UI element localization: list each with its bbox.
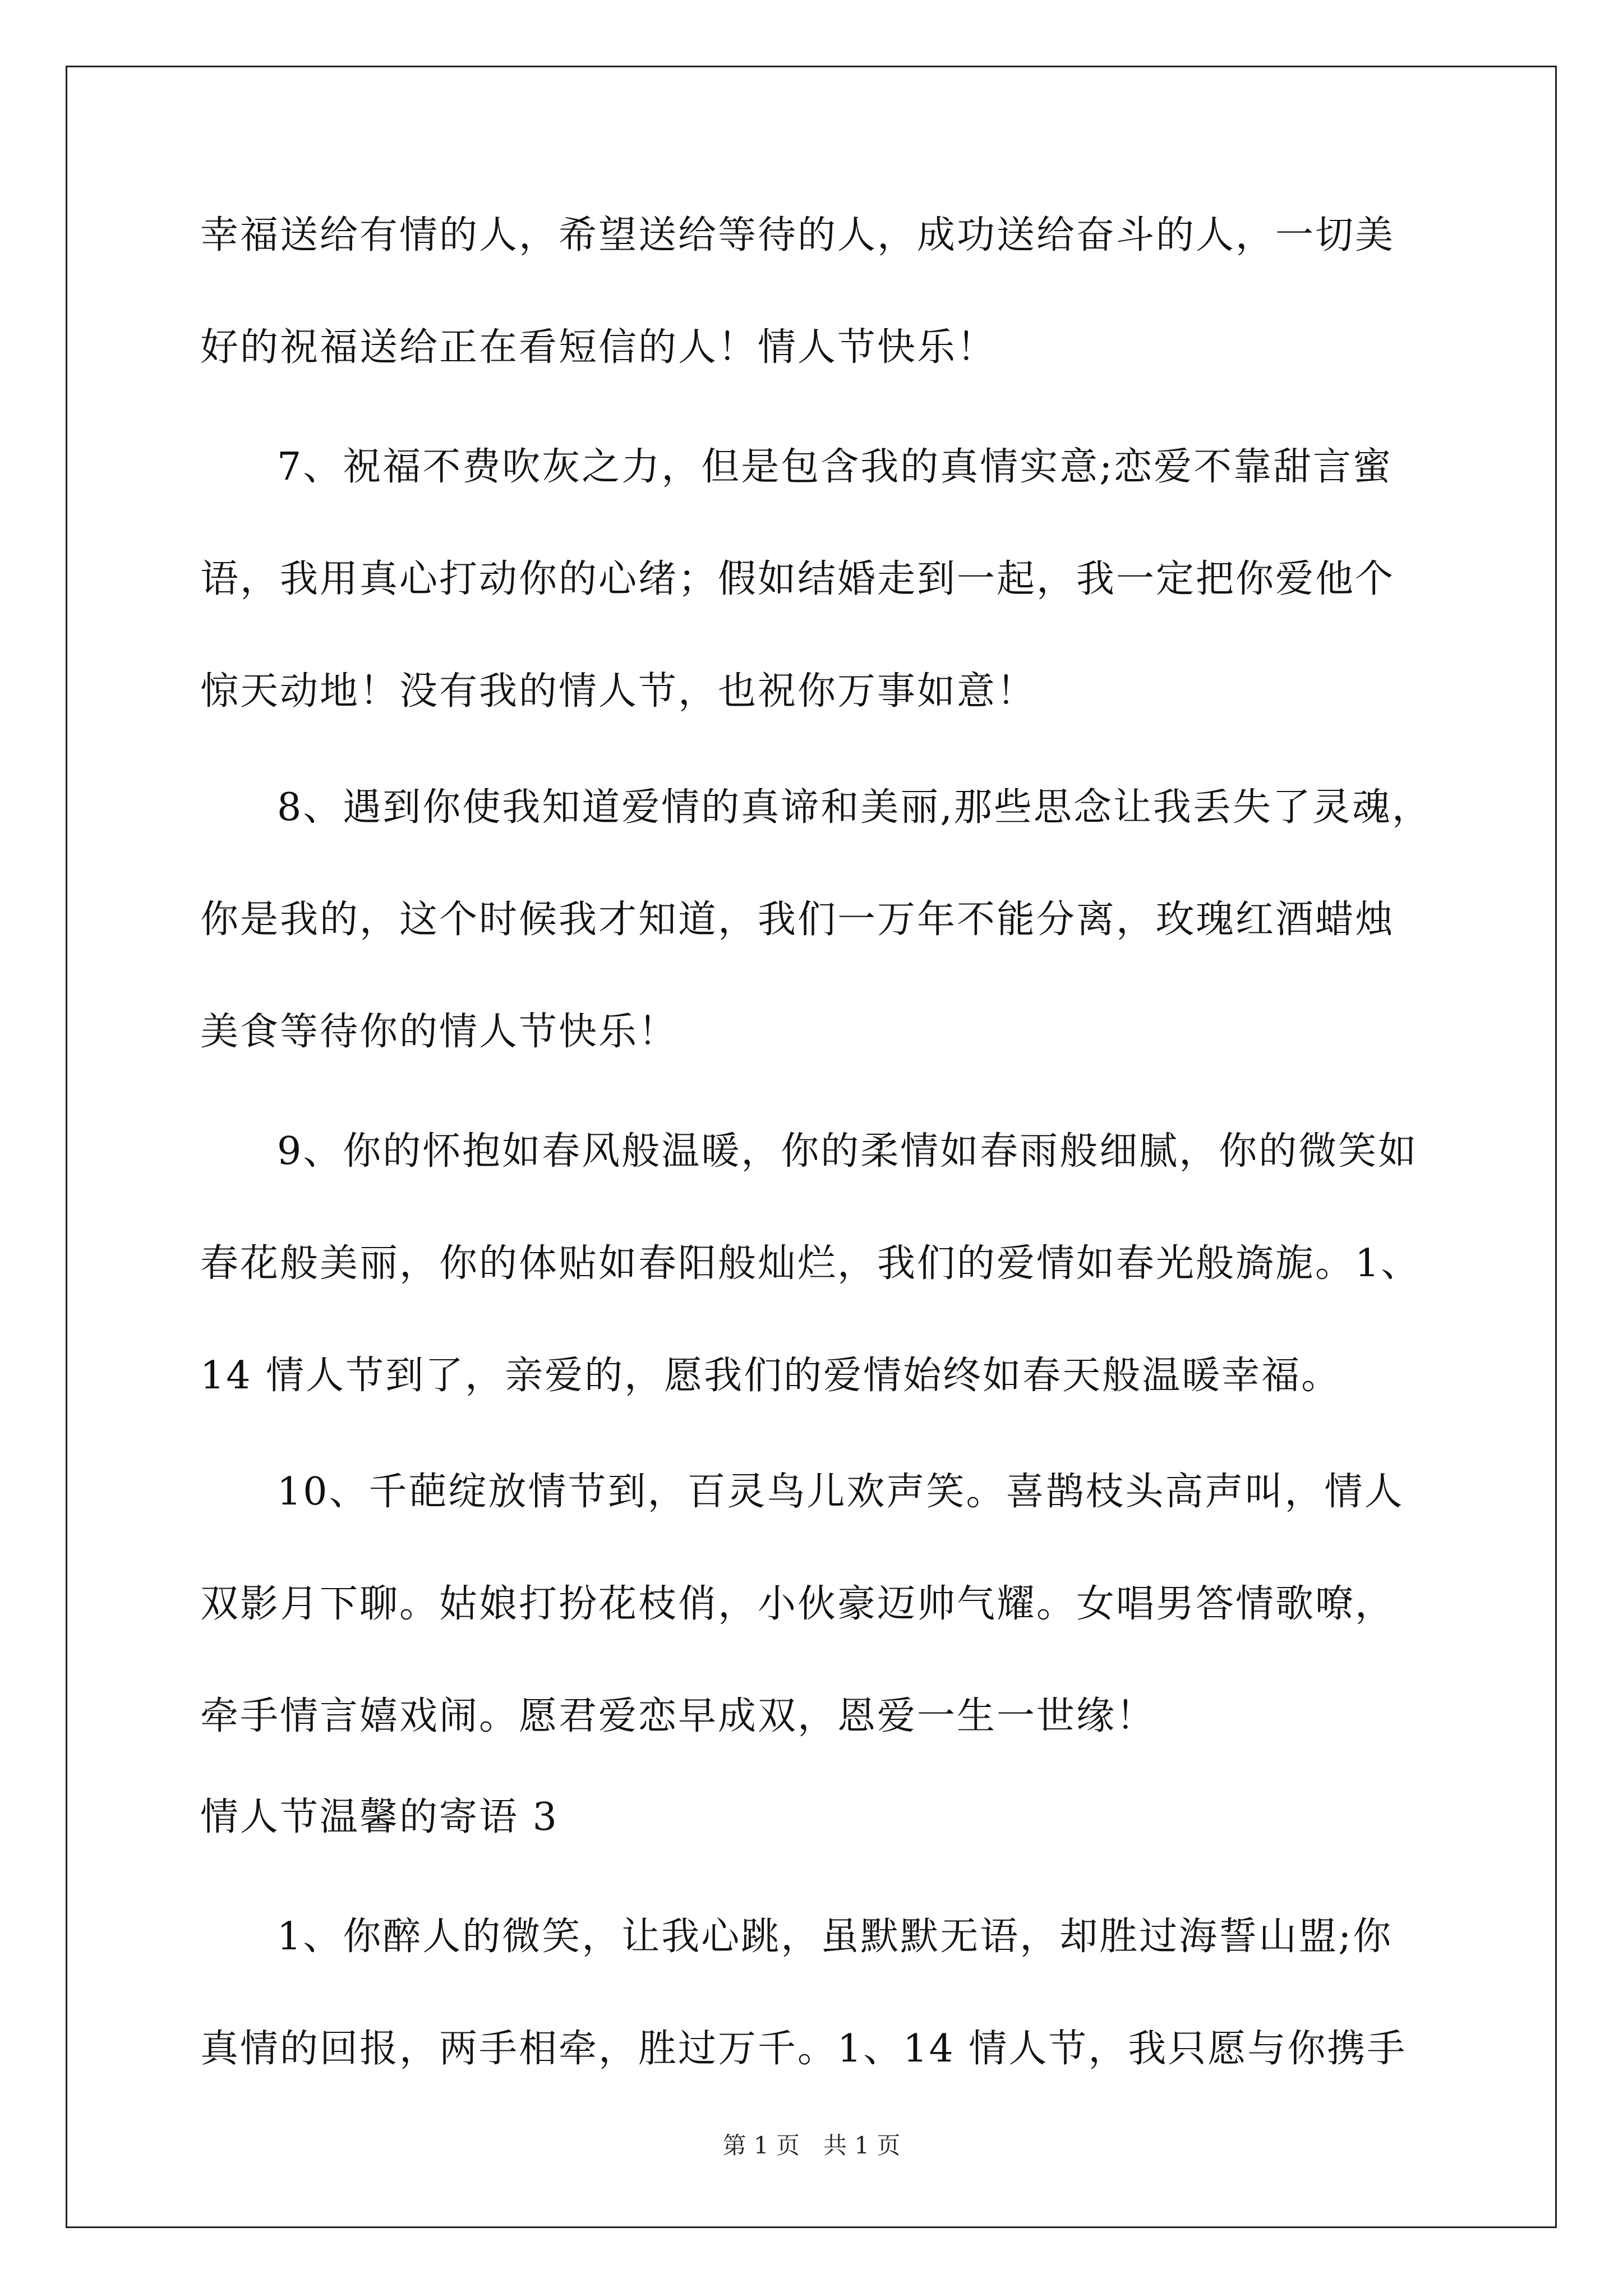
text-line: 美食等待你的情人节快乐！ (200, 1010, 679, 1054)
text-line: 语，我用真心打动你的心绪；假如结婚走到一起，我一定把你爱他个 (200, 557, 1395, 601)
text-line: 好的祝福送给正在看短信的人！情人节快乐！ (200, 325, 997, 370)
text-line: 你是我的，这个时候我才知道，我们一万年不能分离，玫瑰红酒蜡烛 (200, 898, 1395, 942)
paragraph-start-line: 10、千葩绽放情节到，百灵鸟儿欢声笑。喜鹊枝头高声叫，情人 (277, 1470, 1404, 1514)
paragraph-start-line: 7、祝福不费吹灰之力，但是包含我的真情实意;恋爱不靠甜言蜜 (277, 445, 1393, 489)
text-line: 14 情人节到了，亲爱的，愿我们的爱情始终如春天般温暖幸福。 (200, 1354, 1341, 1398)
text-line: 牵手情言嬉戏闹。愿君爱恋早成双，恩爱一生一世缘！ (200, 1694, 1156, 1738)
text-line: 惊天动地！没有我的情人节，也祝你万事如意！ (200, 669, 1037, 714)
text-line: 双影月下聊。姑娘打扮花枝俏，小伙豪迈帅气耀。女唱男答情歌嘹， (200, 1582, 1395, 1626)
paragraph-start-line: 1、你醉人的微笑，让我心跳，虽默默无语，却胜过海誓山盟;你 (277, 1915, 1393, 1959)
text-line: 真情的回报，两手相牵，胜过万千。1、14 情人节，我只愿与你携手 (200, 2027, 1407, 2071)
paragraph-start-line: 9、你的怀抱如春风般温暖，你的柔情如春雨般细腻，你的微笑如 (277, 1129, 1418, 1174)
paragraph-start-line: 8、遇到你使我知道爱情的真谛和美丽,那些思念让我丢失了灵魂， (277, 785, 1432, 830)
section-heading: 情人节温馨的寄语 3 (200, 1795, 559, 1839)
page-footer: 第 1 页 共 1 页 (722, 2132, 901, 2159)
text-line: 幸福送给有情的人，希望送给等待的人，成功送给奋斗的人，一切美 (200, 213, 1395, 257)
text-line: 春花般美丽，你的体贴如春阳般灿烂，我们的爱情如春光般旖旎。1、 (200, 1241, 1421, 1286)
